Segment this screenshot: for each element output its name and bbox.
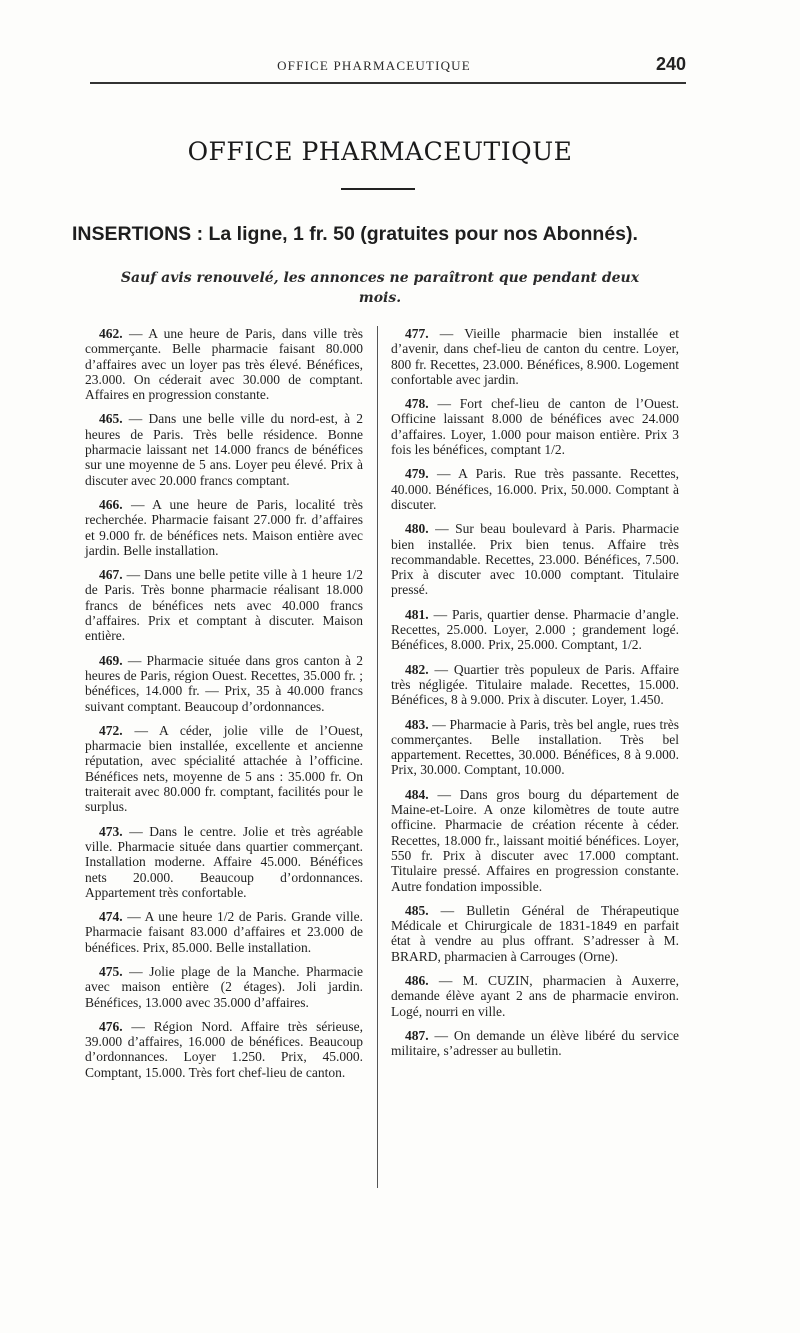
ad-number: 474. <box>99 909 123 925</box>
ad-number: 472. <box>99 722 123 738</box>
ad-text: — A Paris. Rue très passante. Recettes, 40.000. Bénéfices, 16.000. Prix, 50.000. Comptant à discuter. <box>391 466 679 512</box>
ad-number: 467. <box>99 567 123 583</box>
title-rule <box>341 188 415 190</box>
ad-text: — A une heure 1/2 de Paris. Grande ville. Pharmacie faisant 83.000 d’affaires et 23.000 de bénéfices. Prix, 85.000. Belle installation. <box>85 909 364 955</box>
ad-text: — Dans une belle ville du nord-est, à 2 heures de Paris. Très belle résidence. Bonne pharmacie laissant net 14.000 francs de bénéfices sur une moyenne de 5 ans. Loyer peu élevé. Prix à discuter avec 20.000 francs comptant. <box>85 411 363 488</box>
classified-ad <box>391 1028 679 1059</box>
ad-number: 475. <box>99 963 123 979</box>
ad-text: — Pharmacie à Paris, très bel angle, rues très commerçantes. Belle installation. Très bel appartement. Recettes, 30.000. Bénéfices, 8 à 9.000. Prix, 30.000. Comptant, 10.000. <box>391 716 680 778</box>
classified-ad <box>391 662 679 708</box>
ad-number: 484. <box>405 786 429 802</box>
classified-ad <box>85 824 363 900</box>
ad-number: 462. <box>99 326 123 341</box>
ad-text: — Dans une belle petite ville à 1 heure 1/2 de Paris. Très bonne pharmacie réalisant 18.000 francs de bénéfices nets avec 40.000 francs d’affaires. Prix et comptant à discuter. Maison entière. <box>85 567 363 644</box>
ad-number: 481. <box>405 606 429 622</box>
right-column <box>391 326 679 1067</box>
ad-number: 473. <box>99 823 123 839</box>
classified-ad <box>391 396 679 457</box>
ad-text: — A céder, jolie ville de l’Ouest, pharmacie bien installée, excellente et ancienne réputation, avec spécialité attachée à l’officine. Bénéfices nets, moyenne de 5 ans : 35.000 fr. On traiterait avec 80.000 fr. comptant, facilités pour le surplus. <box>85 722 364 815</box>
ad-text: — A une heure de Paris, localité très recherchée. Pharmacie faisant 27.000 fr. d’affaires et 9.000 fr. de bénéfices nets. Maison entière avec jardin. Belle installation. <box>85 496 364 558</box>
classified-ad <box>391 973 679 1019</box>
page-title: OFFICE PHARMACEUTIQUE <box>187 137 573 166</box>
ad-text: — Pharmacie située dans gros canton à 2 heures de Paris, région Ouest. Recettes, 35.000 fr. ; bénéfices, 14.000 fr. — Prix, 35 à 40.000 francs suivant comptant. Beaucoup d’ordonnances. <box>85 652 364 714</box>
classified-ad <box>85 326 363 402</box>
ad-number: 469. <box>99 652 123 668</box>
classified-ad <box>391 607 679 653</box>
classified-ad <box>391 787 679 894</box>
ad-number: 478. <box>405 396 429 412</box>
ad-number: 485. <box>405 902 429 918</box>
page-number: 240 <box>655 54 686 74</box>
ad-text: — On demande un élève libéré du service militaire, s’adresser au bulletin. <box>391 1027 679 1059</box>
classified-ad <box>85 1019 363 1080</box>
ad-text: — Bulletin Général de Thérapeutique Médicale et Chirurgicale de 1831-1849 en parfait état à vendre au plus offrant. S’adresser à M. BRARD, pharmacien à Carrouges (Orne). <box>391 902 680 964</box>
header-rule <box>90 82 686 84</box>
ad-text: — Sur beau boulevard à Paris. Pharmacie bien installée. Prix bien tenus. Affaire très recommandable. Recettes, 23.000. Bénéfices, 7.500. Prix à discuter avec 10.000 comptant. Titulaire pressé. <box>391 521 680 598</box>
classified-ad <box>391 521 679 597</box>
ad-text: — Région Nord. Affaire très sérieuse, 39.000 d’affaires, 16.000 de bénéfices. Beaucoup d’ordonnances. Loyer 1.250. Prix, 45.000. Comptant, 15.000. Très fort chef-lieu de canton. <box>85 1018 364 1080</box>
ad-text: — Dans le centre. Jolie et très agréable ville. Pharmacie située dans quartier commerçant. Installation moderne. Affaire 45.000. Bénéfices nets 20.000. Beaucoup d’ordonnances. Appartement très confortable. <box>85 823 364 900</box>
running-title: OFFICE PHARMACEUTIQUE <box>277 58 471 73</box>
running-header <box>60 56 688 78</box>
classified-ad <box>85 723 363 815</box>
ad-text: — Fort chef-lieu de canton de l’Ouest. Officine laissant 8.000 de bénéfices avec 24.000 d’affaires. Loyer, 1.000 pour maison entière. Prix 3 fois les bénéfices, comptant 1/2. <box>391 396 680 458</box>
ad-number: 477. <box>405 326 429 341</box>
ad-number: 487. <box>405 1027 429 1043</box>
classified-ad <box>391 466 679 512</box>
left-column <box>85 326 363 1089</box>
column-divider <box>377 326 378 1188</box>
ad-number: 476. <box>99 1018 123 1034</box>
classified-ad <box>391 717 679 778</box>
ad-text: — Paris, quartier dense. Pharmacie d’angle. Recettes, 25.000. Loyer, 2.000 ; grandement logé. Bénéfices, 8.000. Prix, 25.000. Comptant, 1/2. <box>391 606 680 653</box>
ad-number: 486. <box>405 972 429 988</box>
classified-ad <box>85 964 363 1010</box>
classified-ad <box>85 411 363 487</box>
classified-ad <box>85 909 363 955</box>
classified-ad <box>391 903 679 964</box>
ad-number: 466. <box>99 496 123 512</box>
classified-ad <box>391 326 679 387</box>
ad-text: — Dans gros bourg du département de Maine-et-Loire. A onze kilomètres de toute autre officine. Pharmacie de création récente à céder. Recettes, 18.000 fr., laissant moitié bénéfices. Loyer, 550 fr. Prix à discuter avec 17.000 comptant. Titulaire pressé. Affaires en progression constante. Autre fondation impossible. <box>391 786 679 894</box>
classified-ad <box>85 567 363 643</box>
ad-text: — Jolie plage de la Manche. Pharmacie avec maison entière (2 étages). Joli jardin. Bénéfices, 13.000 avec 35.000 d’affaires. <box>85 963 363 1010</box>
classified-ad <box>85 653 363 714</box>
ad-text: — Vieille pharmacie bien installée et d’avenir, dans chef-lieu de canton du centre. Loyer, 800 fr. Recettes, 23.000. Bénéfices, 8.900. Logement confortable avec jardin. <box>391 326 679 387</box>
ad-number: 465. <box>99 411 123 427</box>
ad-text: — Quartier très populeux de Paris. Affaire très négligée. Titulaire malade. Recettes, 15.000. Bénéfices, 8 à 9.000. Prix à discuter. Loyer, 1.450. <box>391 661 680 708</box>
insertions-rate-line: INSERTIONS : La ligne, 1 fr. 50 (gratuites pour nos Abonnés). <box>72 223 638 245</box>
ad-text: — A une heure de Paris, dans ville très commerçante. Belle pharmacie faisant 80.000 d’affaires avec un loyer pas très élevé. Bénéfices, 23.000. On céderait avec 30.000 de comptant. Affaires en progression constante. <box>85 326 363 403</box>
ad-text: — M. CUZIN, pharmacien à Auxerre, demande élève ayant 2 ans de pharmacie environ. Logé, nourri en ville. <box>391 972 680 1019</box>
ad-number: 482. <box>405 661 429 677</box>
ad-number: 479. <box>405 466 429 482</box>
ad-number: 480. <box>405 521 429 537</box>
ad-number: 483. <box>405 716 429 732</box>
classified-ad <box>85 497 363 558</box>
notice-text: Sauf avis renouvelé, les annonces ne paraîtront que pendant deux mois. <box>120 270 640 306</box>
